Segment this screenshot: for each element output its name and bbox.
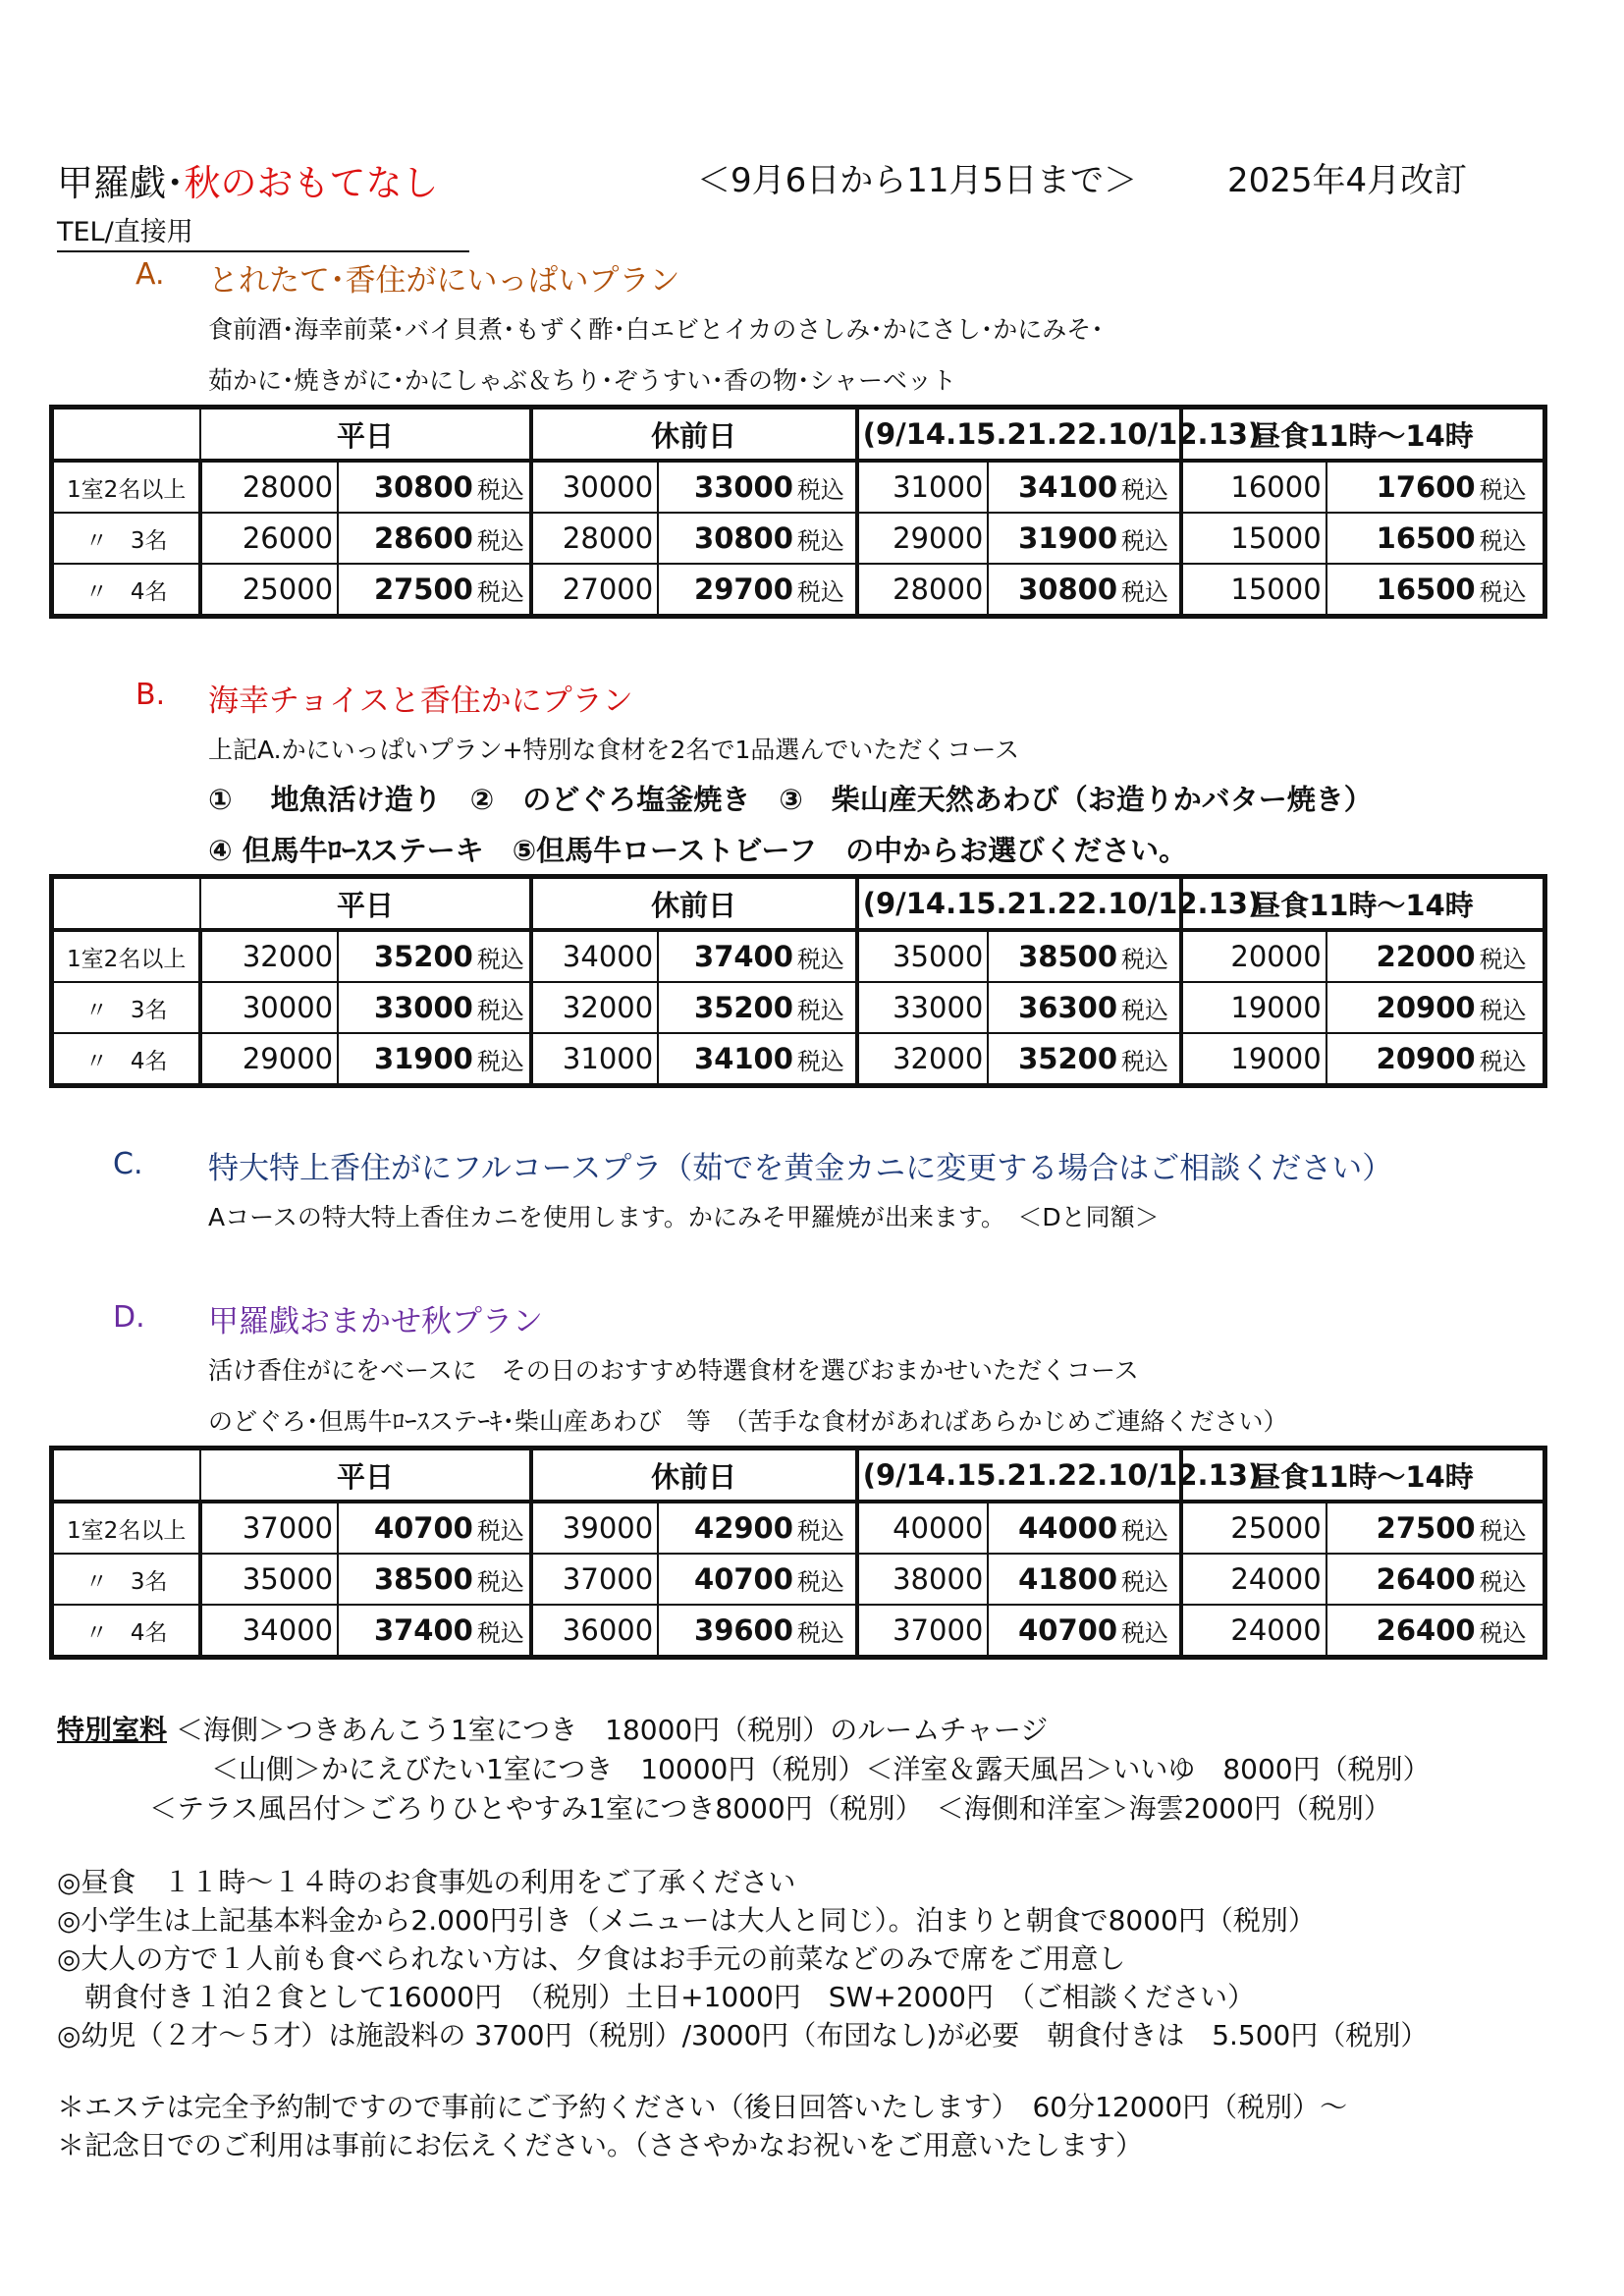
price-cell: 25000 <box>1181 1502 1326 1554</box>
tax-label: 税込 <box>795 1605 857 1658</box>
row-label: 〃 4名 <box>52 564 201 617</box>
title-prefix: 甲羅戯･ <box>57 162 185 204</box>
row-label: 〃 3名 <box>52 513 201 564</box>
tax-label: 税込 <box>1478 564 1545 617</box>
header-weekday: 平日 <box>200 1449 530 1503</box>
table-row <box>52 982 1545 1033</box>
price-tax-incl: 26400 <box>1326 1554 1478 1605</box>
table-row <box>52 461 1545 513</box>
special-room-label: 特別室料 <box>57 1714 168 1746</box>
price-cell: 28000 <box>531 513 659 564</box>
tax-label: 税込 <box>795 982 857 1033</box>
page-title <box>57 153 439 206</box>
price-cell: 33000 <box>857 982 989 1033</box>
section-d-letter: D. <box>113 1300 145 1335</box>
tax-label: 税込 <box>1119 1605 1181 1658</box>
price-cell: 15000 <box>1181 513 1326 564</box>
special-room-line-2: ＜山側＞かにえびたい1室につき 10000円（税別）＜洋室＆露天風呂＞いいゆ 8000円（税別） <box>211 1753 1431 1785</box>
section-a-desc-2: 茹かに･焼きがに･かにしゃぶ＆ちり･ぞうすい･香の物･シャーベット <box>208 366 957 395</box>
tax-label: 税込 <box>475 1502 531 1554</box>
header-blank <box>52 408 201 462</box>
price-tax-incl: 20900 <box>1326 982 1478 1033</box>
price-cell: 36000 <box>531 1605 659 1658</box>
price-tax-incl: 40700 <box>338 1502 475 1554</box>
price-tax-incl: 16500 <box>1326 513 1478 564</box>
tax-label: 税込 <box>475 1605 531 1658</box>
price-tax-incl: 44000 <box>988 1502 1119 1554</box>
price-tax-incl: 40700 <box>988 1605 1119 1658</box>
special-room-line-3: ＜テラス風呂付＞ごろりひとやすみ1室につき8000円（税別） ＜海側和洋室＞海雲2000円（税別） <box>149 1792 1391 1825</box>
section-b-title: 海幸チョイスと香住かにプラン <box>208 683 633 719</box>
price-tax-incl: 30800 <box>988 564 1119 617</box>
price-tax-incl: 38500 <box>988 930 1119 982</box>
price-cell: 35000 <box>857 930 989 982</box>
price-cell: 25000 <box>200 564 338 617</box>
price-cell: 29000 <box>200 1033 338 1086</box>
price-cell: 37000 <box>200 1502 338 1554</box>
header-special-dates: (9/14.15.21.22.10/12.13) <box>857 877 1181 931</box>
header-lunch: 昼食11時～14時 <box>1181 877 1545 931</box>
price-cell: 26000 <box>200 513 338 564</box>
table-row <box>52 1502 1545 1554</box>
section-a-letter: A. <box>135 257 165 292</box>
price-cell: 24000 <box>1181 1554 1326 1605</box>
tel-line: TEL/直接用 <box>57 210 469 252</box>
tax-label: 税込 <box>475 513 531 564</box>
tax-label: 税込 <box>1119 1502 1181 1554</box>
price-cell: 16000 <box>1181 461 1326 513</box>
price-tax-incl: 31900 <box>988 513 1119 564</box>
tax-label: 税込 <box>1478 982 1545 1033</box>
tax-label: 税込 <box>1478 1502 1545 1554</box>
price-tax-incl: 37400 <box>338 1605 475 1658</box>
row-label: 〃 3名 <box>52 982 201 1033</box>
price-tax-incl: 40700 <box>658 1554 795 1605</box>
table-row <box>52 564 1545 617</box>
tax-label: 税込 <box>1119 1033 1181 1086</box>
price-tax-incl: 30800 <box>658 513 795 564</box>
price-cell: 30000 <box>200 982 338 1033</box>
price-cell: 30000 <box>531 461 659 513</box>
price-tax-incl: 38500 <box>338 1554 475 1605</box>
price-tax-incl: 31900 <box>338 1033 475 1086</box>
price-cell: 19000 <box>1181 982 1326 1033</box>
tax-label: 税込 <box>1478 513 1545 564</box>
note-infant: ◎幼児（２才～５才）は施設料の 3700円（税別）/3000円（布団なし)が必要 朝食付きは 5.500円（税別） <box>57 2019 1429 2051</box>
price-cell: 37000 <box>531 1554 659 1605</box>
tax-label: 税込 <box>1119 461 1181 513</box>
price-tax-incl: 36300 <box>988 982 1119 1033</box>
section-c-letter: C. <box>113 1147 143 1181</box>
table-row <box>52 1033 1545 1086</box>
header-pre-holiday: 休前日 <box>531 408 857 462</box>
tax-label: 税込 <box>795 513 857 564</box>
section-a-desc-1: 食前酒･海幸前菜･バイ貝煮･もずく酢･白エビとイカのさしみ･かにさし･かにみそ･ <box>208 315 1104 344</box>
footnote-esthetic: ＊エステは完全予約制ですので事前にご予約ください（後日回答いたします） 60分12000円（税別）～ <box>57 2091 1348 2123</box>
price-tax-incl: 28600 <box>338 513 475 564</box>
row-label: 1室2名以上 <box>52 930 201 982</box>
price-tax-incl: 37400 <box>658 930 795 982</box>
tax-label: 税込 <box>795 564 857 617</box>
tax-label: 税込 <box>1119 930 1181 982</box>
tax-label: 税込 <box>795 1033 857 1086</box>
price-tax-incl: 35200 <box>658 982 795 1033</box>
tax-label: 税込 <box>795 1554 857 1605</box>
tax-label: 税込 <box>1119 982 1181 1033</box>
section-b-letter: B. <box>135 678 166 712</box>
price-tax-incl: 27500 <box>338 564 475 617</box>
price-cell: 20000 <box>1181 930 1326 982</box>
price-tax-incl: 17600 <box>1326 461 1478 513</box>
price-cell: 24000 <box>1181 1605 1326 1658</box>
header-lunch: 昼食11時～14時 <box>1181 1449 1545 1503</box>
price-cell: 28000 <box>857 564 989 617</box>
header-weekday: 平日 <box>200 877 530 931</box>
header-blank <box>52 877 201 931</box>
price-table-d <box>49 1446 1547 1660</box>
tax-label: 税込 <box>475 982 531 1033</box>
price-tax-incl: 26400 <box>1326 1605 1478 1658</box>
price-table-a <box>49 405 1547 619</box>
price-tax-incl: 33000 <box>338 982 475 1033</box>
price-tax-incl: 33000 <box>658 461 795 513</box>
section-a-title: とれたて･香住がにいっぱいプラン <box>208 263 680 299</box>
note-adult-light-price: 朝食付き１泊２食として16000円 （税別）土日+1000円 SW+2000円 （ご相談ください） <box>57 1981 1255 2013</box>
period-text: ＜9月6日から11月5日まで＞ <box>697 161 1138 200</box>
price-table-b <box>49 874 1547 1088</box>
price-cell: 32000 <box>857 1033 989 1086</box>
tax-label: 税込 <box>1119 1554 1181 1605</box>
row-label: 〃 3名 <box>52 1554 201 1605</box>
tax-label: 税込 <box>1478 930 1545 982</box>
tax-label: 税込 <box>1478 1033 1545 1086</box>
price-tax-incl: 39600 <box>658 1605 795 1658</box>
section-d-desc-2: のどぐろ･但馬牛ﾛｰｽステｰｷ･柴山産あわび 等 （苦手な食材があればあらかじめご連絡ください） <box>208 1407 1288 1436</box>
row-label: 〃 4名 <box>52 1605 201 1658</box>
table-row <box>52 930 1545 982</box>
price-cell: 34000 <box>200 1605 338 1658</box>
table-row <box>52 513 1545 564</box>
tax-label: 税込 <box>475 930 531 982</box>
special-room-line-1 <box>57 1709 1048 1748</box>
note-adult-light: ◎大人の方で１人前も食べられない方は、夕食はお手元の前菜などのみで席をご用意し <box>57 1942 1126 1975</box>
price-cell: 34000 <box>531 930 659 982</box>
price-cell: 40000 <box>857 1502 989 1554</box>
price-tax-incl: 42900 <box>658 1502 795 1554</box>
note-lunch: ◎昼食 １１時～１４時のお食事処の利用をご了承ください <box>57 1866 796 1898</box>
price-tax-incl: 30800 <box>338 461 475 513</box>
price-cell: 29000 <box>857 513 989 564</box>
price-cell: 27000 <box>531 564 659 617</box>
note-elementary: ◎小学生は上記基本料金から2.000円引き（メニューは大人と同じ）。泊まりと朝食で8000円（税別） <box>57 1904 1316 1937</box>
table-row <box>52 1554 1545 1605</box>
price-tax-incl: 34100 <box>658 1033 795 1086</box>
price-cell: 37000 <box>857 1605 989 1658</box>
tax-label: 税込 <box>475 461 531 513</box>
tax-label: 税込 <box>475 1033 531 1086</box>
header-special-dates: (9/14.15.21.22.10/12.13) <box>857 408 1181 462</box>
section-b-options-2: ④ 但馬牛ﾛｰｽステーキ ⑤但馬牛ローストビーフ の中からお選びください。 <box>208 834 1188 867</box>
section-d-title: 甲羅戯おまかせ秋プラン <box>208 1304 543 1339</box>
price-tax-incl: 41800 <box>988 1554 1119 1605</box>
price-tax-incl: 35200 <box>988 1033 1119 1086</box>
section-b-desc: 上記A.かにいっぱいプラン+特別な食材を2名で1品選んでいただくコース <box>208 736 1020 764</box>
price-cell: 15000 <box>1181 564 1326 617</box>
price-cell: 35000 <box>200 1554 338 1605</box>
revised-date: 2025年4月改訂 <box>1227 161 1468 200</box>
header-weekday: 平日 <box>200 408 530 462</box>
price-tax-incl: 20900 <box>1326 1033 1478 1086</box>
price-tax-incl: 34100 <box>988 461 1119 513</box>
price-cell: 31000 <box>531 1033 659 1086</box>
row-label: 1室2名以上 <box>52 461 201 513</box>
price-cell: 28000 <box>200 461 338 513</box>
price-cell: 31000 <box>857 461 989 513</box>
price-cell: 19000 <box>1181 1033 1326 1086</box>
tax-label: 税込 <box>475 564 531 617</box>
header-special-dates: (9/14.15.21.22.10/12.13) <box>857 1449 1181 1503</box>
row-label: 1室2名以上 <box>52 1502 201 1554</box>
header-blank <box>52 1449 201 1503</box>
tax-label: 税込 <box>795 461 857 513</box>
tax-label: 税込 <box>1119 564 1181 617</box>
tax-label: 税込 <box>475 1554 531 1605</box>
section-c-desc: Aコースの特大特上香住カニを使用します。かにみそ甲羅焼が出来ます。 ＜Dと同額＞ <box>208 1203 1160 1231</box>
header-pre-holiday: 休前日 <box>531 877 857 931</box>
tax-label: 税込 <box>795 1502 857 1554</box>
price-tax-incl: 29700 <box>658 564 795 617</box>
price-tax-incl: 35200 <box>338 930 475 982</box>
special-room-text-1: ＜海側＞つきあんこう1室につき 18000円（税別）のルームチャージ <box>175 1714 1049 1746</box>
tax-label: 税込 <box>795 930 857 982</box>
footnote-anniversary: ＊記念日でのご利用は事前にお伝えください。（ささやかなお祝いをご用意いたします） <box>57 2129 1144 2161</box>
tax-label: 税込 <box>1478 461 1545 513</box>
table-row <box>52 1605 1545 1658</box>
price-cell: 39000 <box>531 1502 659 1554</box>
section-b-options-1: ① 地魚活け造り ② のどぐろ塩釜焼き ③ 柴山産天然あわび（お造りかバター焼き） <box>208 783 1373 816</box>
title-season: 秋のおもてなし <box>184 162 439 204</box>
price-cell: 32000 <box>200 930 338 982</box>
section-d-desc-1: 活け香住がにをベースに その日のおすすめ特選食材を選びおまかせいただくコース <box>208 1356 1139 1385</box>
section-c-title: 特大特上香住がにフルコースプラ（茹でを黄金カニに変更する場合はご相談ください） <box>208 1151 1393 1186</box>
tax-label: 税込 <box>1478 1554 1545 1605</box>
header-pre-holiday: 休前日 <box>531 1449 857 1503</box>
price-cell: 38000 <box>857 1554 989 1605</box>
tax-label: 税込 <box>1478 1605 1545 1658</box>
row-label: 〃 4名 <box>52 1033 201 1086</box>
price-cell: 32000 <box>531 982 659 1033</box>
header-lunch: 昼食11時～14時 <box>1181 408 1545 462</box>
tax-label: 税込 <box>1119 513 1181 564</box>
price-tax-incl: 16500 <box>1326 564 1478 617</box>
price-tax-incl: 22000 <box>1326 930 1478 982</box>
price-tax-incl: 27500 <box>1326 1502 1478 1554</box>
